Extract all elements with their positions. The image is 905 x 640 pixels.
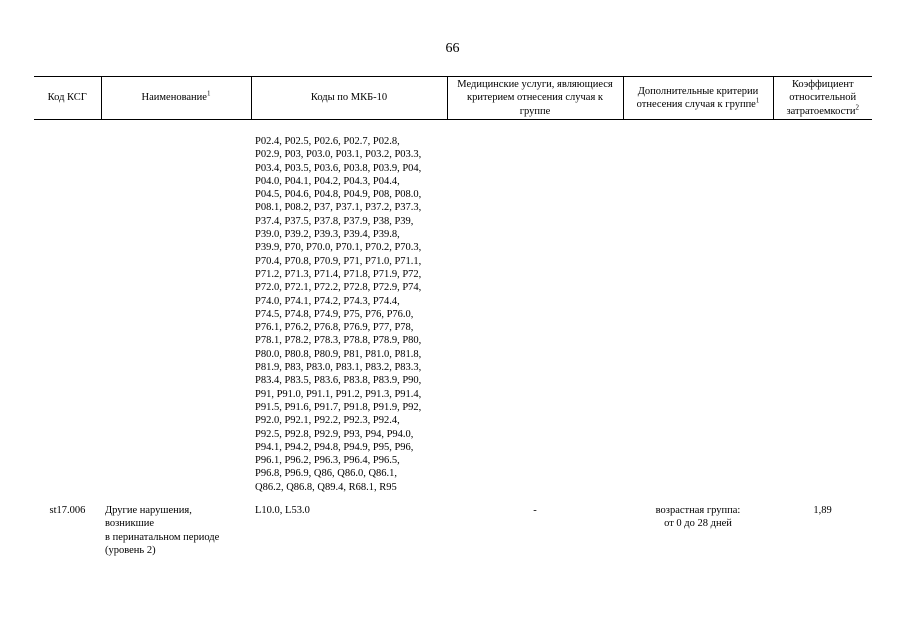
mkb-code-line: P83.4, P83.5, P83.6, P83.8, P83.9, P90, [255, 375, 422, 387]
mkb-code-line: P02.4, P02.5, P02.6, P02.7, P02.8, [255, 136, 400, 147]
table-row-continuation [34, 120, 872, 495]
mkb-code-line: P91, P91.0, P91.1, P91.2, P91.3, P91.4, [255, 388, 422, 400]
mkb-code-line: P80.0, P80.8, P80.9, P81, P81.0, P81.8, [255, 348, 422, 360]
cell-mkb-codes: L10.0, L53.0 [255, 505, 310, 517]
table-header [34, 77, 872, 120]
mkb-code-line: P37.4, P37.5, P37.8, P37.9, P38, P39, [255, 215, 414, 227]
header-coefficient: Коэффициент относительной затратоемкости$^2$ [773, 77, 872, 120]
mkb-code-line: Q86.2, Q86.8, Q89.4, R68.1, R95 [255, 481, 397, 493]
cell-coefficient [773, 120, 872, 495]
mkb-code-line: P04.0, P04.1, P04.2, P04.3, P04.4, [255, 175, 400, 187]
criteria-line: возрастная группа: [655, 505, 741, 517]
cell-code [34, 120, 101, 495]
mkb-code-line: P04.5, P04.6, P04.8, P04.9, P08, P08.0, [255, 189, 422, 201]
mkb-code-line: P02.9, P03, P03.0, P03.1, P03.2, P03.3, [255, 149, 422, 161]
header-mkb: Коды по МКБ-10 [251, 77, 447, 120]
mkb-code-line: P96.1, P96.2, P96.3, P96.4, P96.5, [255, 455, 400, 467]
mkb-code-line: P92.5, P92.8, P92.9, P93, P94, P94.0, [255, 428, 414, 440]
mkb-code-line: P03.4, P03.5, P03.6, P03.8, P03.9, P04, [255, 162, 422, 174]
cell-mkb-codes [251, 120, 447, 495]
page-number: 66 [445, 41, 460, 56]
criteria-line: от 0 до 28 дней [664, 518, 732, 530]
mkb-code-list [255, 135, 444, 494]
name-line: возникшие [105, 518, 154, 530]
footnote-mark: 2 [855, 103, 859, 112]
cell-services: - [533, 505, 537, 517]
name-line: Другие нарушения, [105, 505, 192, 517]
name-line: (уровень 2) [105, 544, 156, 556]
footnote-mark: 1 [755, 96, 760, 105]
mkb-code-line: P94.1, P94.2, P94.8, P94.9, P95, P96, [255, 441, 414, 453]
mkb-code-line: P70.4, P70.8, P70.9, P71, P71.0, P71.1, [255, 255, 422, 267]
mkb-code-line: P74.5, P74.8, P74.9, P75, P76, P76.0, [255, 308, 414, 320]
cell-name [101, 120, 251, 495]
header-services: Медицинские услуги, являющиеся критерием отнесения случая к группе [447, 77, 623, 120]
header-name: Наименование$^1$ [101, 77, 251, 120]
mkb-code-line: P39.0, P39.2, P39.3, P39.4, P39.8, [255, 229, 400, 241]
cell-name [101, 494, 251, 557]
cell-criteria [623, 120, 773, 495]
mkb-code-line: P78.1, P78.2, P78.3, P78.8, P78.9, P80, [255, 335, 422, 347]
mkb-code-line: P92.0, P92.1, P92.2, P92.3, P92.4, [255, 415, 400, 427]
table-row [34, 494, 872, 557]
mkb-code-line: P91.5, P91.6, P91.7, P91.8, P91.9, P92, [255, 401, 422, 413]
cell-coefficient: 1,89 [813, 505, 832, 517]
mkb-code-line: P72.0, P72.1, P72.2, P72.8, P72.9, P74, [255, 282, 422, 294]
header-code: Код КСГ [34, 77, 101, 120]
mkb-code-line: P81.9, P83, P83.0, P83.1, P83.2, P83.3, [255, 362, 422, 374]
cell-services [447, 120, 623, 495]
footnote-mark: 1 [206, 89, 211, 98]
header-criteria: Дополнительные критерии отнесения случая к группе$^1$ [623, 77, 773, 120]
name-line: в перинатальном периоде [105, 531, 220, 543]
mkb-code-line: P39.9, P70, P70.0, P70.1, P70.2, P70.3, [255, 242, 422, 254]
mkb-code-line: P71.2, P71.3, P71.4, P71.8, P71.9, P72, [255, 268, 422, 280]
mkb-code-line: P76.1, P76.2, P76.8, P76.9, P77, P78, [255, 322, 414, 334]
cell-code: st17.006 [49, 505, 86, 517]
mkb-code-line: P96.8, P96.9, Q86, Q86.0, Q86.1, [255, 468, 398, 480]
cell-criteria [623, 494, 773, 557]
ksg-table [34, 76, 872, 557]
mkb-code-line: P74.0, P74.1, P74.2, P74.3, P74.4, [255, 295, 400, 307]
mkb-code-line: P08.1, P08.2, P37, P37.1, P37.2, P37.3, [255, 202, 422, 214]
